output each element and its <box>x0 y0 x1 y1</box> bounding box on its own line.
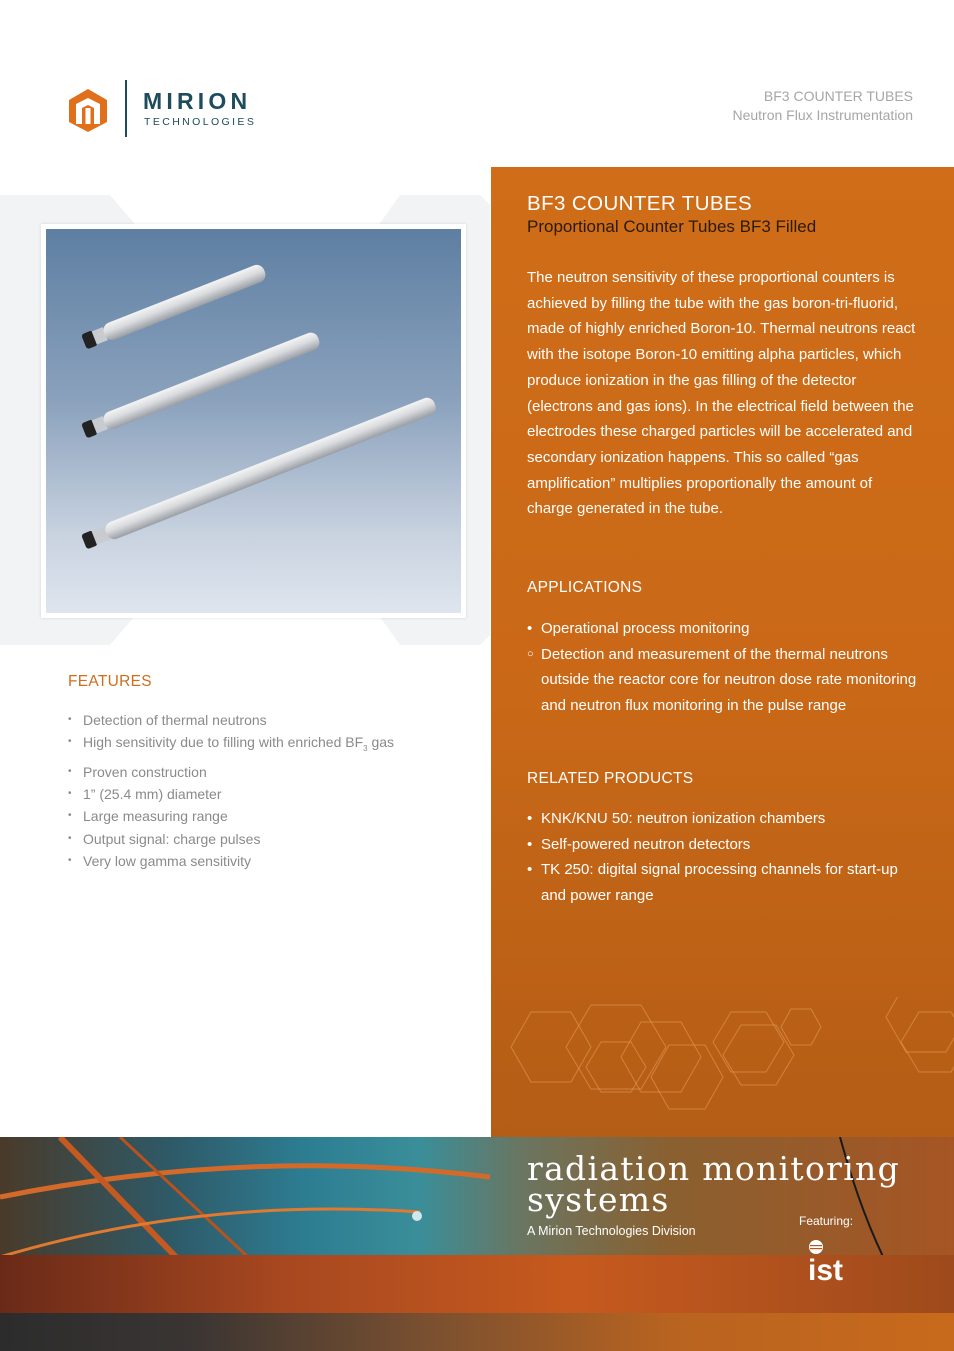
featuring-label: Featuring: <box>799 1214 854 1228</box>
related-product-item: • KNK/KNU 50: neutron ionization chambers <box>527 806 917 832</box>
division-tagline: A Mirion Technologies Division <box>527 1224 696 1238</box>
bf3-tubes-photo <box>46 229 461 613</box>
document-header <box>732 87 913 125</box>
hexagon-pattern-decoration <box>491 997 954 1137</box>
feature-item: • 1” (25.4 mm) diameter <box>68 783 394 805</box>
related-product-item: • Self-powered neutron detectors <box>527 832 917 858</box>
panel-description: The neutron sensitivity of these proportional counters is achieved by filling the tube with the gas boron-tri-fluorid, made of highly enriched Boron-10. Thermal neutrons react with the isotope Boron-10 emitting alpha particles, which produce ionization in the gas filling of the detector (electrons and gas ions). In the electrical field between the electrodes these charged particles will be accelerated and secondary ionization happens. This so called “gas amplification” multiplies proportionally the amount of charge generated in the tube. <box>527 269 916 518</box>
doc-title: BF3 COUNTER TUBES <box>763 88 913 104</box>
related-product-item: • TK 250: digital signal processing channels for start-up and power range <box>527 857 917 908</box>
logo-subtitle: TECHNOLOGIES <box>144 116 257 128</box>
application-item: ○ Detection and measurement of the thermal neutrons outside the reactor core for neutron dose rate monitoring and neutron flux monitoring in the pulse range <box>527 642 917 719</box>
ist-partner-logo <box>805 1238 861 1284</box>
feature-item: • Proven construction <box>68 761 394 783</box>
application-item: • Operational process monitoring <box>527 616 917 642</box>
related-products-list <box>527 806 917 909</box>
feature-item: • Very low gamma sensitivity <box>68 850 394 872</box>
applications-heading: APPLICATIONS <box>527 579 643 596</box>
applications-list <box>527 616 917 719</box>
related-products-heading: RELATED PRODUCTS <box>527 770 694 787</box>
mirion-m-icon <box>66 88 110 132</box>
logo-divider <box>125 80 127 137</box>
panel-subtitle: Proportional Counter Tubes BF3 Filled <box>527 217 817 236</box>
ist-logo-text: ist <box>808 1254 844 1284</box>
doc-subtitle: Neutron Flux Instrumentation <box>732 107 913 123</box>
logo-name: MIRION <box>143 88 252 114</box>
feature-item: • Large measuring range <box>68 805 394 827</box>
panel-title: BF3 COUNTER TUBES <box>527 192 753 215</box>
mirion-logo <box>66 80 276 138</box>
feature-item: • Output signal: charge pulses <box>68 828 394 850</box>
features-list <box>68 709 394 873</box>
feature-item: • High sensitivity due to filling with enriched $BF_3$ gas <box>68 731 394 760</box>
rms-wordmark-line1: radiation monitoring <box>527 1149 901 1188</box>
footer-bar <box>0 1313 954 1351</box>
counter-tubes-illustration <box>46 229 461 613</box>
rms-wordmark-line2: systems <box>527 1180 670 1219</box>
feature-item: • Detection of thermal neutrons <box>68 709 394 731</box>
features-heading: FEATURES <box>68 673 152 690</box>
